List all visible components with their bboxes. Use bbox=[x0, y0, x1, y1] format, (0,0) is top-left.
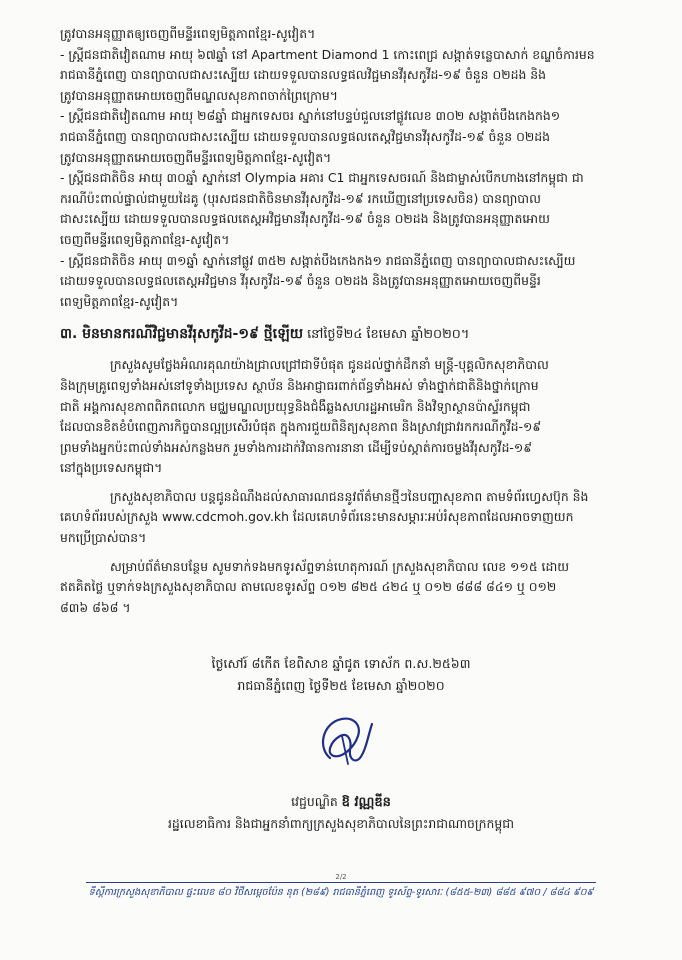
case-line: ត្រូវបានអនុញ្ញាតឲ្យចេញពីមន្ទីរពេទ្យមិត្តភាពខ្មែរ-សូវៀត។ bbox=[60, 26, 316, 41]
signature-mark bbox=[312, 706, 382, 776]
website-paragraph bbox=[60, 487, 632, 549]
paragraph-line: ក្រសួងសុខាភិបាល បន្តជូនដំណឹងដល់សាធារណជននូវព័ត៌មានថ្មីៗនៃបញ្ហាសុខភាព តាមទំព័រហ្វេសប៊ុក និង bbox=[110, 488, 589, 504]
signer-name-bold: ឱ វណ្ណឌីន bbox=[341, 795, 391, 810]
lunar-date: ថ្ងៃសៅរ៍ ៨កើត ខែពិសាខ ឆ្នាំជូត ទោស័ក ព.ស.២៥៦៣ bbox=[211, 656, 471, 671]
case-line: ត្រូវបានអនុញ្ញាតអោយចេញពីមណ្ឌលសុខភាពចាក់ព្រៃក្រោម។ bbox=[60, 87, 338, 103]
section-heading-date: នៅថ្ងៃទី២៤ ខែមេសា ឆ្នាំ២០២០។ bbox=[303, 327, 470, 343]
paragraph-line: ក្រសួងសូមថ្លែងអំណរគុណយ៉ាងជ្រាលជ្រៅជាទីបំផុត ជូនដល់ថ្នាក់ដឹកនាំ មន្ត្រី-បុគ្គលិកសុខាភិបាល bbox=[110, 357, 549, 373]
hotline-paragraph bbox=[60, 557, 632, 619]
case-line: - ស្ត្រីជនជាតិចិន អាយុ ៣១ឆ្នាំ ស្នាក់នៅផ្លូវ ៣៥២ សង្កាត់បឹងកេងកង១ រាជធានីភ្នំពេញ បានព្យាបាលជាសះស្បើយ bbox=[60, 252, 576, 268]
paragraph-line: ដែលបានខិតខំបំពេញភារកិច្ចបានល្អប្រសើរបំផុត ក្នុងការជួយពិនិត្យសុខភាព និងស្រាវជ្រាវរកករណីកូវីដ-១៩ bbox=[60, 419, 542, 435]
case-line: រាជធានីភ្នំពេញ បានព្យាបាលជាសះស្បើយ ដោយទទួលបានលទ្ធផលតេស្តវិជ្ជមានវីរុសកូវីដ-១៩ ចំនួន ០២ដង bbox=[60, 128, 550, 144]
section-heading bbox=[60, 324, 632, 345]
paragraph-line: ៨៣៦ ៨៦៨ ។ bbox=[60, 599, 131, 615]
signer-prefix: វេជ្ជបណ្ឌិត bbox=[291, 794, 342, 809]
paragraph-line: គេហទំព័ររបស់ក្រសួង www.cdcmoh.gov.kh ដែលគេហទំព័រនេះមានសម្ភារៈអប់រំសុខភាពដែលអាចទាញយក bbox=[60, 509, 574, 525]
footer-address: ទីស្តីការក្រសួងសុខាភិបាល ផ្ទះលេខ ៨០ វិថីសម្ដេចប៉ែន នុត (២៨៩) រាជធានីភ្នំពេញ ទូរស័ព្ទ-ទូរសារៈ (៨៥៥-២៣) ៨៨៥ ៩៧០ / ៨៨៤ ៩០៩ bbox=[88, 887, 594, 898]
paragraph-line: មកប្រើប្រាស់បាន។ bbox=[60, 530, 147, 546]
case-list bbox=[60, 24, 632, 312]
case-line: ដោយទទួលបានលទ្ធផលតេស្តអវិជ្ជមាន វីរុសកូវីដ-១៩ ចំនួន ០២ដង និងត្រូវបានអនុញ្ញាតអោយចេញពីមន្ទីរ bbox=[60, 273, 541, 289]
footer-divider bbox=[86, 882, 596, 883]
section-heading-bold: ៣. មិនមានករណីវិជ្ជមានវីរុសកូវីដ-១៩ ថ្មីឡើយ bbox=[60, 326, 304, 343]
paragraph-line: សម្រាប់ព័ត៌មានបន្ថែម សូមទាក់ទងមកទូរស័ព្ទទាន់ហេតុការណ៍ ក្រសួងសុខាភិបាល លេខ ១១៥ ដោយ bbox=[110, 558, 570, 574]
case-line: ជាសះស្បើយ ដោយទទួលបានលទ្ធផលតេស្តអវិជ្ជមានវីរុសកូវីដ-១៩ ចំនួន ០២ដង និងត្រូវបានអនុញ្ញាតអោយ bbox=[60, 211, 550, 227]
paragraph-line: និងក្រុមគ្រូពេទ្យទាំងអស់នៅទូទាំងប្រទេស ស្ថាប័ន និងអាជ្ញាធរពាក់ព័ន្ធទាំងអស់ ទាំងថ្នាក់ជាតិនិងថ្នាក់ក្រោម bbox=[60, 377, 539, 393]
case-line: ពេទ្យមិត្តភាពខ្មែរ-សូវៀត។ bbox=[60, 293, 179, 309]
solar-date: រាជធានីភ្នំពេញ ថ្ងៃទី២៥ ខែមេសា ឆ្នាំ២០២០ bbox=[237, 678, 445, 693]
document-body bbox=[60, 24, 632, 618]
signer-name bbox=[0, 792, 682, 813]
case-line: - ស្ត្រីជនជាតិចិន អាយុ ៣០ឆ្នាំ ស្នាក់នៅ Olympia អគារ C1 ជាអ្នកទេសចរណ៍ និងជាម្ចាស់បើកហាងនៅកម្ពុជា ជា bbox=[60, 170, 584, 186]
case-line: ត្រូវបានអនុញ្ញាតអោយចេញពីមន្ទីរពេទ្យមិត្តភាពខ្មែរ-សូវៀត។ bbox=[60, 149, 332, 165]
signer-title: រដ្ឋលេខាធិការ និងជាអ្នកនាំពាក្យក្រសួងសុខាភិបាលនៃព្រះរាជាណាចក្រកម្ពុជា bbox=[167, 816, 514, 831]
case-line: ចេញពីមន្ទីរពេទ្យមិត្តភាពខ្មែរ-សូវៀត។ bbox=[60, 231, 230, 247]
paragraph-line: នៅក្នុងប្រទេសកម្ពុជា។ bbox=[60, 460, 163, 476]
paragraph-line: ឥតគិតថ្លៃ ឬទាក់ទងក្រសួងសុខាភិបាល តាមលេខទូរស័ព្ទ ០១២ ៨២៥ ៤២៤ ឬ ០១២ ៨៨៨ ៨៤១ ឬ ០១២ bbox=[60, 579, 557, 595]
case-line: រាជធានីភ្នំពេញ បានព្យាបាលជាសះស្បើយ ដោយទទួលបានលទ្ធផលវិជ្ជមានវីរុសកូវីដ-១៩ ចំនួន ០២ដង និង bbox=[60, 67, 547, 83]
page-number: 2/2 bbox=[335, 873, 347, 881]
thanks-paragraph bbox=[60, 355, 632, 479]
paragraph-line: ព្រមទាំងអ្នកប៉ះពាល់ទាំងអស់កន្លងមក រួមទាំងការដាក់វិធានការនានា ដើម្បីទប់ស្កាត់ការចម្លងវីរុសកូវីដ-១៩ bbox=[60, 439, 532, 455]
case-line: ករណីប៉ះពាល់ផ្ទាល់ជាមួយដៃគូ (បុរសជនជាតិចិនមានវីរុសកូវីដ-១៩ រកឃើញនៅប្រទេសចិន) បានព្យាបាល bbox=[60, 190, 541, 206]
case-line: - ស្ត្រីជនជាតិវៀតណាម អាយុ ២៨ឆ្នាំ ជាអ្នកទេសចរ ស្នាក់នៅបន្ទប់ជួលនៅផ្លូវលេខ ៣០២ សង្កាត់បឹងកេងកង១ bbox=[60, 108, 561, 124]
case-line: - ស្ត្រីជនជាតិវៀតណាម អាយុ ៦៧ឆ្នាំ នៅ Apartment Diamond 1 កោះពេជ្រ សង្កាត់ទន្លេបាសាក់ ខណ្ឌចំការមន bbox=[60, 46, 595, 62]
paragraph-line: ជាតិ អង្គការសុខភាពពិភពលោក មជ្ឈមណ្ឌលប្រយុទ្ធនិងជំងឺឆ្លងសហរដ្ឋអាមេរិក និងវិទ្យាស្ថានប៉ាស្ទ័រកម្ពុជា bbox=[60, 398, 531, 414]
